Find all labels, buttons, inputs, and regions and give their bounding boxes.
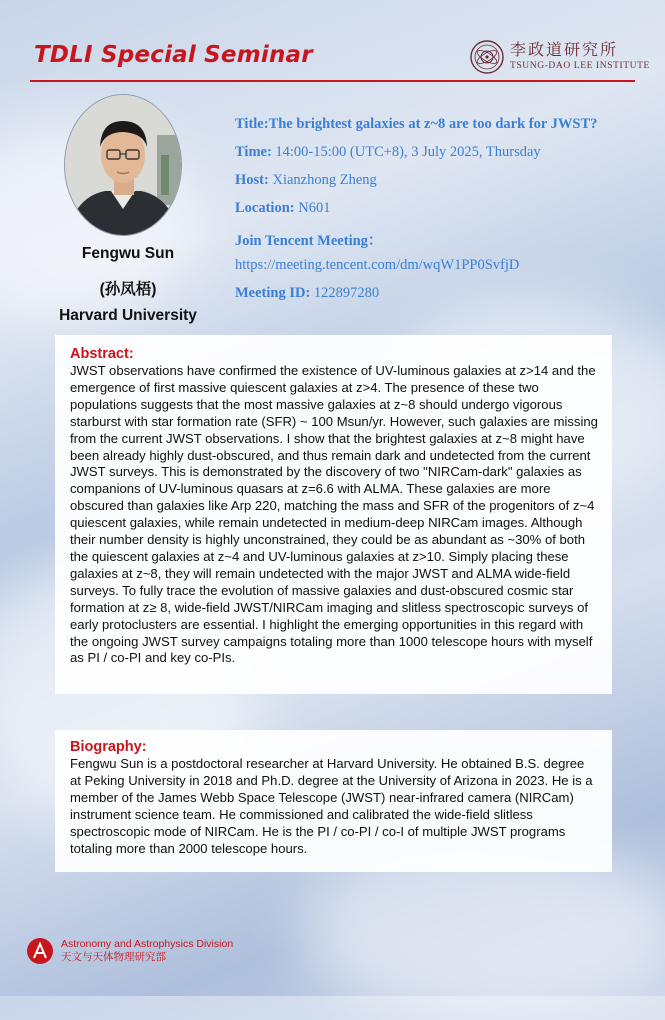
abstract-card [55, 335, 612, 694]
talk-title-value: The brightest galaxies at z~8 are too dark for JWST? [268, 116, 598, 132]
header-divider [30, 80, 635, 82]
speaker-portrait-icon [65, 95, 181, 235]
seminar-title: TDLI Special Seminar [34, 42, 313, 68]
abstract-heading: Abstract: [70, 346, 134, 362]
biography-card [55, 730, 612, 872]
institute-logo [470, 40, 650, 74]
time-value: 14:00-15:00 (UTC+8), 3 July 2025, Thursday [271, 144, 541, 160]
tencent-meeting-label: Join Tencent Meeting： [235, 233, 383, 249]
division-footer [27, 938, 233, 964]
host-row [235, 172, 377, 189]
division-logo-icon [27, 938, 53, 964]
speaker-chinese-name: (孙凤梧) [99, 281, 157, 298]
logo-english-name: TSUNG-DAO LEE INSTITUTE [510, 61, 650, 71]
time-label: Time: [235, 144, 272, 160]
talk-title-row [235, 116, 597, 133]
division-english-name: Astronomy and Astrophysics Division [61, 938, 234, 950]
meeting-link[interactable]: https://meeting.tencent.com/dm/wqW1PP0SvfjD [235, 257, 520, 273]
biography-text: Fengwu Sun is a postdoctoral researcher at Harvard University. He obtained B.S. degree at Peking University in 2018 and Ph.D. degree at the University of Arizona in 2023. He is a member of the James Webb Space Telescope (JWST) near-infrared camera (NIRCam) instrument science team. He commissioned and calibrated the wide-field slitless spectroscopic mode of NIRCam. He is the PI / co-PI / co-I of multiple JWST programs totaling more than 2000 telescope hours. [70, 756, 593, 856]
biography-heading: Biography: [70, 739, 147, 755]
time-row [235, 144, 541, 161]
abstract-text: JWST observations have confirmed the existence of UV-luminous galaxies at z>14 and the emergence of first massive quiescent galaxies at z>4. The presence of these two populations suggests that the most massive galaxies at z~8 should undergo vigorous starburst with star formation rate (SFR) ~ 100 Msun/yr. However, such galaxies are missing from the current JWST observations. I show that the brightest galaxies at z~8 might have been already highly dust-obscured, and thus remain dark and undetected from the current JWST surveys. This is demonstrated by the discovery of two "NIRCam-dark" galaxies as companions of UV-luminous quasars at z=6.6 with ALMA. These galaxies are more obscured than galaxies like Arp 220, matching the mass and SFR of the progenitors of z~4 quiescent galaxies, while remain undetected in medium-deep NIRCam images. Although their number density is highly unconstrained, they could be as abundant as ~30% of both the quiescent galaxies at z~4 and UV-luminous galaxies at z>10. Simply placing these galaxies at z~8, they will remain undetected with the major JWST and ALMA wide-field surveys. To fully trace the evolution of massive galaxies and dust-obscured cosmic star formation at z≥ 8, wide-field JWST/NIRCam imaging and slitless spectroscopic surveys of early protoclusters are essential. I highlight the emerging opportunities in this regard with the ongoing JWST survey campaigns totaling more than 1000 telescope hours with myself as PI / co-PI and key co-PIs. [70, 363, 598, 666]
institute-seal-icon [470, 40, 504, 74]
meeting-id-label: Meeting ID: [235, 285, 311, 301]
tencent-meeting-row [235, 229, 382, 250]
logo-chinese-name: 李政道研究所 [510, 40, 619, 59]
location-label: Location: [235, 200, 295, 216]
speaker-photo [64, 94, 182, 236]
meeting-id-row [235, 285, 379, 302]
location-value: N601 [294, 200, 331, 216]
location-row [235, 200, 330, 217]
speaker-affiliation: Harvard University [59, 307, 197, 324]
meeting-id-value: 122897280 [310, 285, 380, 301]
host-label: Host: [235, 172, 269, 188]
speaker-name: Fengwu Sun [81, 245, 175, 262]
division-chinese-name: 天文与天体物理研究部 [61, 951, 166, 963]
host-value: Xianzhong Zheng [268, 172, 377, 188]
talk-title-label: Title: [235, 116, 269, 132]
